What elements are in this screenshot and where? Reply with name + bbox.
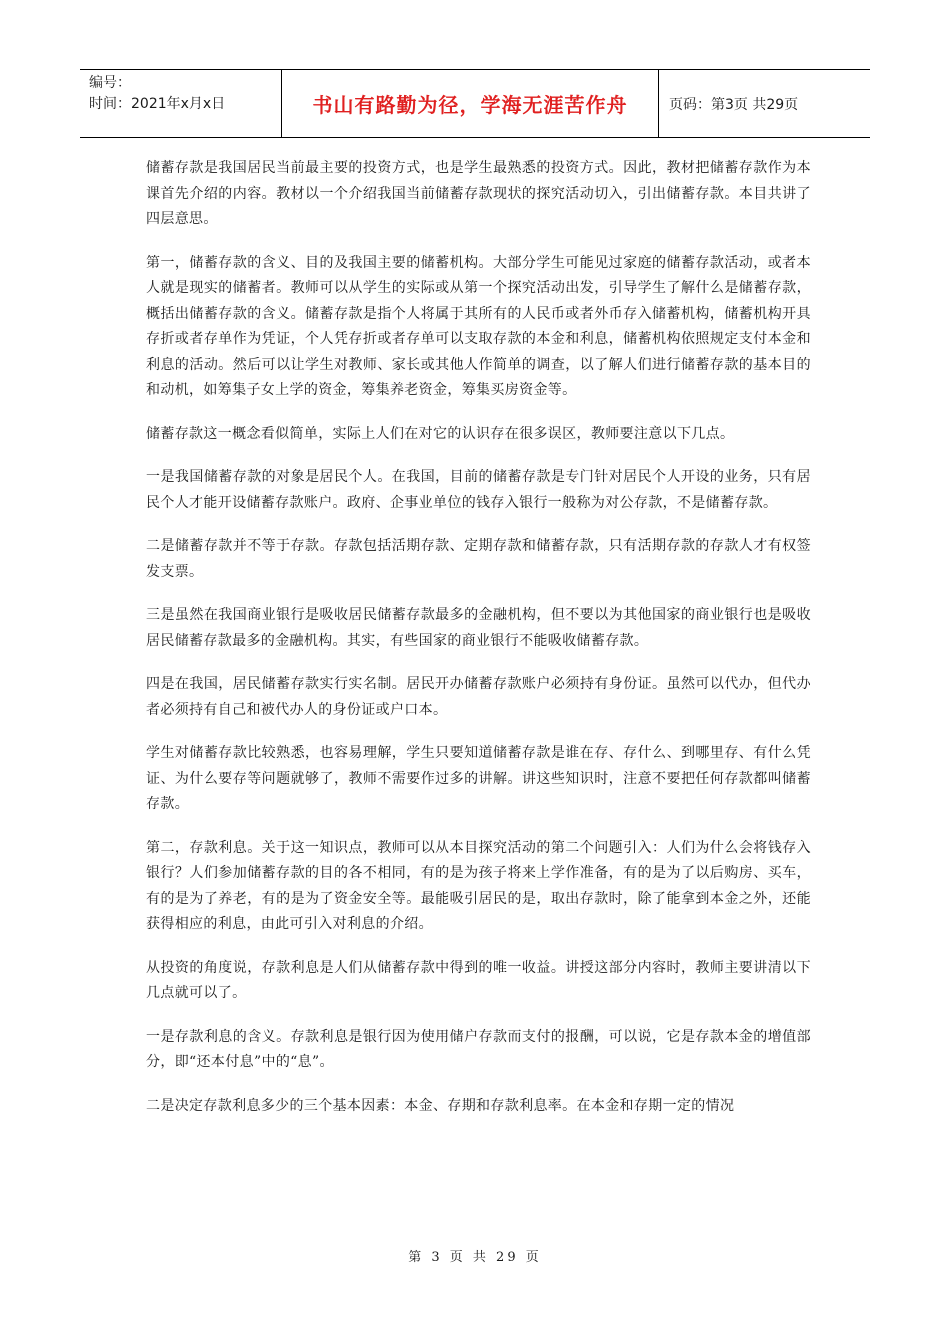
- paragraph: 学生对储蓄存款比较熟悉，也容易理解，学生只要知道储蓄存款是谁在存、存什么、到哪里存、有什么凭证、为什么要存等问题就够了，教师不需要作过多的讲解。讲这些知识时，注意不要把任何存款都叫储蓄存款。: [146, 745, 811, 812]
- paragraph: 第一，储蓄存款的含义、目的及我国主要的储蓄机构。大部分学生可能见过家庭的储蓄存款活动，或者本人就是现实的储蓄者。教师可以从学生的实际或从第一个探究活动出发，引导学生了解什么是储蓄存款，概括出储蓄存款的含义。储蓄存款是指个人将属于其所有的人民币或者外币存入储蓄机构，储蓄机构开具存折或者存单作为凭证，个人凭存折或者存单可以支取存款的本金和利息，储蓄机构依照规定支付本金和利息的活动。然后可以让学生对教师、家长或其他人作简单的调查，以了解人们进行储蓄存款的基本目的和动机，如筹集子女上学的资金，筹集养老资金，筹集买房资金等。: [146, 254, 811, 398]
- number-label: 编号：: [89, 75, 131, 91]
- header-page-info: 页码：第3页 共29页: [669, 96, 799, 113]
- paragraph: 四是在我国，居民储蓄存款实行实名制。居民开办储蓄存款账户必须持有身份证。虽然可以代办，但代办者必须持有自己和被代办人的身份证或户口本。: [146, 676, 811, 718]
- paragraph: 储蓄存款是我国居民当前最主要的投资方式，也是学生最熟悉的投资方式。因此，教材把储蓄存款作为本课首先介绍的内容。教材以一个介绍我国当前储蓄存款现状的探究活动切入，引出储蓄存款。本目共讲了四层意思。: [146, 160, 811, 227]
- paragraph: 一是存款利息的含义。存款利息是银行因为使用储户存款而支付的报酬，可以说，它是存款本金的增值部分，即“还本付息”中的“息”。: [146, 1028, 811, 1070]
- paragraph: 第二，存款利息。关于这一知识点，教师可以从本目探究活动的第二个问题引入：人们为什么会将钱存入银行？人们参加储蓄存款的目的各不相同，有的是为孩子将来上学作准备，有的是为了以后购房、买车，有的是为了养老，有的是为了资金安全等。最能吸引居民的是，取出存款时，除了能拿到本金之外，还能获得相应的利息，由此可引入对利息的介绍。: [146, 839, 811, 932]
- paragraph: 一是我国储蓄存款的对象是居民个人。在我国，目前的储蓄存款是专门针对居民个人开设的业务，只有居民个人才能开设储蓄存款账户。政府、企事业单位的钱存入银行一般称为对公存款，不是储蓄存款。: [146, 469, 811, 511]
- paragraph: 从投资的角度说，存款利息是人们从储蓄存款中得到的唯一收益。讲授这部分内容时，教师主要讲清以下几点就可以了。: [146, 959, 811, 1001]
- paragraph: 三是虽然在我国商业银行是吸收居民储蓄存款最多的金融机构，但不要以为其他国家的商业银行也是吸收居民储蓄存款最多的金融机构。其实，有些国家的商业银行不能吸收储蓄存款。: [146, 607, 811, 649]
- header-motto: 书山有路勤为径，学海无涯苦作舟: [282, 70, 659, 137]
- document-body: [146, 156, 811, 1137]
- paragraph: 储蓄存款这一概念看似简单，实际上人们在对它的认识存在很多误区，教师要注意以下几点。: [146, 425, 735, 442]
- page-footer: 第 3 页 共 29 页: [408, 1250, 542, 1265]
- header-meta: [80, 70, 282, 137]
- page-header: [80, 69, 870, 138]
- paragraph: 二是决定存款利息多少的三个基本因素：本金、存期和存款利息率。在本金和存期一定的情况: [146, 1097, 735, 1114]
- date-line: 时间：2021年x月x日: [89, 96, 226, 112]
- paragraph: 二是储蓄存款并不等于存款。存款包括活期存款、定期存款和储蓄存款，只有活期存款的存款人才有权签发支票。: [146, 538, 811, 580]
